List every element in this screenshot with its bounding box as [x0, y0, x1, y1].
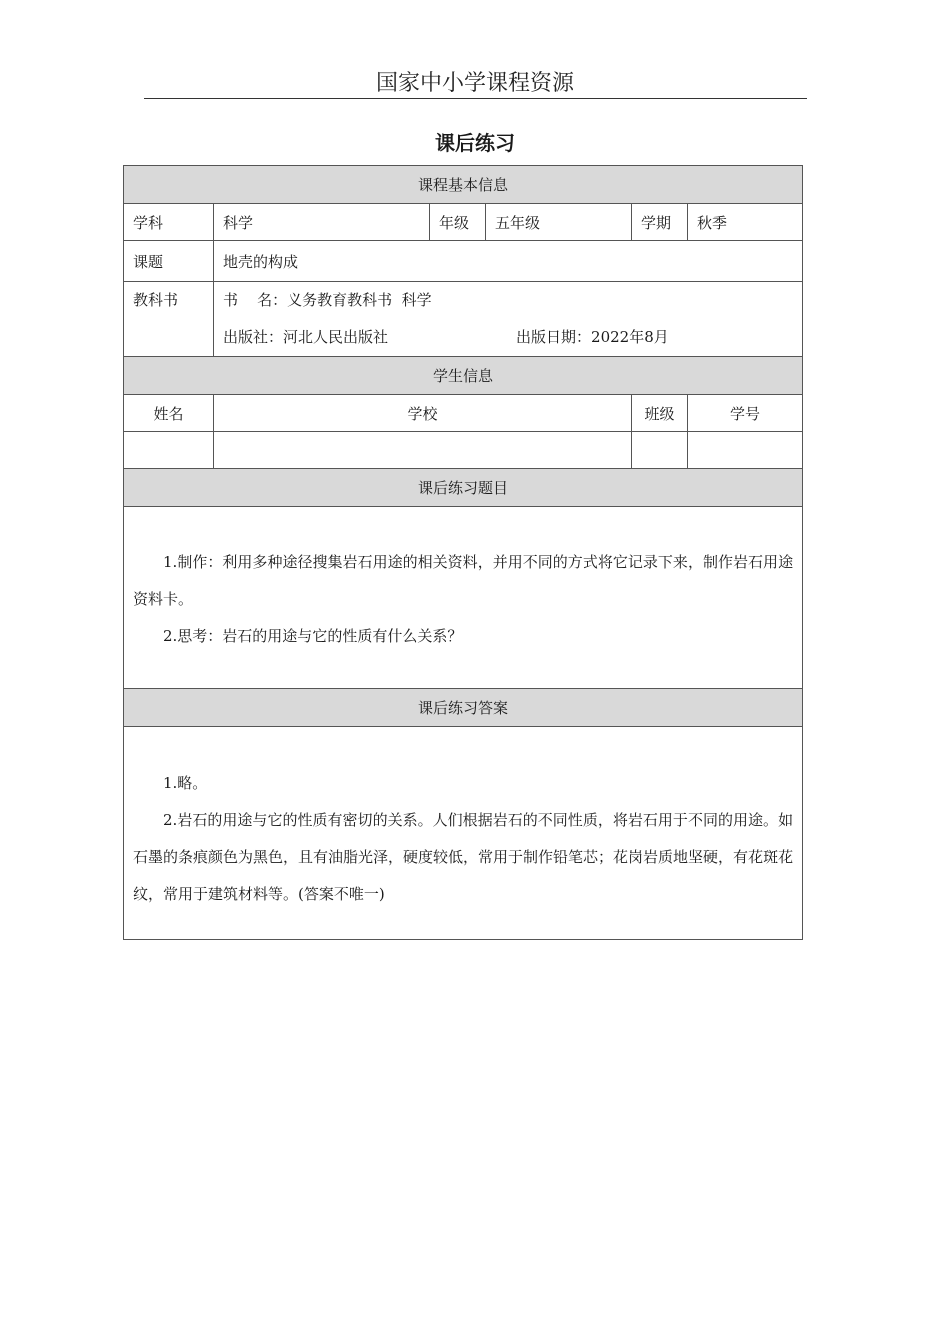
answers-content-row [124, 727, 803, 940]
exercises-content [124, 507, 803, 689]
term-label: 学期 [632, 204, 688, 241]
book-name-line [223, 282, 793, 319]
course-info-header-row [124, 166, 803, 204]
exercises-content-row [124, 507, 803, 689]
book-name-value: 义务教育教科书 科学 [287, 291, 432, 309]
term-value: 秋季 [688, 204, 803, 241]
class-column-header [632, 395, 688, 432]
student-info-section-title: 学生信息 [124, 357, 803, 395]
student-id-column-header: 学号 [688, 395, 803, 432]
publish-date-value: 2022年8月 [591, 328, 669, 346]
name-column-header: 姓名 [124, 395, 214, 432]
topic-value: 地壳的构成 [214, 241, 803, 282]
textbook-row [124, 282, 803, 357]
publisher-line [223, 319, 793, 356]
topic-label: 课题 [124, 241, 214, 282]
exercises-section-title: 课后练习题目 [124, 469, 803, 507]
class-column-label: 班级 [644, 404, 675, 423]
grade-value: 五年级 [486, 204, 632, 241]
textbook-details [214, 282, 803, 357]
exercise-item: 1.制作：利用多种途径搜集岩石用途的相关资料，并用不同的方式将它记录下来，制作岩石用途资料卡。 [133, 553, 794, 608]
site-title: 国家中小学课程资源 [375, 71, 574, 96]
school-column-header [214, 395, 632, 432]
subject-row [124, 204, 803, 241]
answer-item: 1.略。 [163, 774, 208, 792]
course-info-section-title: 课程基本信息 [124, 166, 803, 204]
subject-value: 科学 [214, 204, 430, 241]
subject-label: 学科 [124, 204, 214, 241]
document-title: 课后练习 [435, 131, 515, 155]
answers-section-title: 课后练习答案 [124, 689, 803, 727]
answer-item: 2.岩石的用途与它的性质有密切的关系。人们根据岩石的不同性质，将岩石用于不同的用途。如石墨的条痕颜色为黑色，且有油脂光泽，硬度较低，常用于制作铅笔芯；花岗岩质地坚硬，有花斑花纹，常用于建筑材料等。(答案不唯一) [133, 811, 794, 903]
grade-label: 年级 [430, 204, 486, 241]
worksheet-table [123, 165, 803, 940]
publisher-label: 出版社： [223, 328, 284, 346]
publisher-value: 河北人民出版社 [283, 328, 389, 346]
textbook-label-cell [124, 282, 214, 357]
class-entry-cell[interactable] [632, 432, 688, 469]
publish-date-label: 出版日期： [516, 328, 592, 346]
school-column-label: 学校 [407, 404, 438, 423]
name-entry-cell[interactable] [124, 432, 214, 469]
answers-content [124, 727, 803, 940]
header-divider [144, 98, 807, 99]
school-entry-cell[interactable] [214, 432, 632, 469]
student-entry-row [124, 432, 803, 469]
topic-row [124, 241, 803, 282]
student-id-entry-cell[interactable] [688, 432, 803, 469]
student-columns-row [124, 395, 803, 432]
answers-header-row [124, 689, 803, 727]
exercises-header-row [124, 469, 803, 507]
exercise-item: 2.思考：岩石的用途与它的性质有什么关系？ [163, 627, 463, 645]
student-info-header-row [124, 357, 803, 395]
textbook-label: 教科书 [133, 291, 179, 309]
book-name-label: 书 名： [223, 291, 288, 309]
